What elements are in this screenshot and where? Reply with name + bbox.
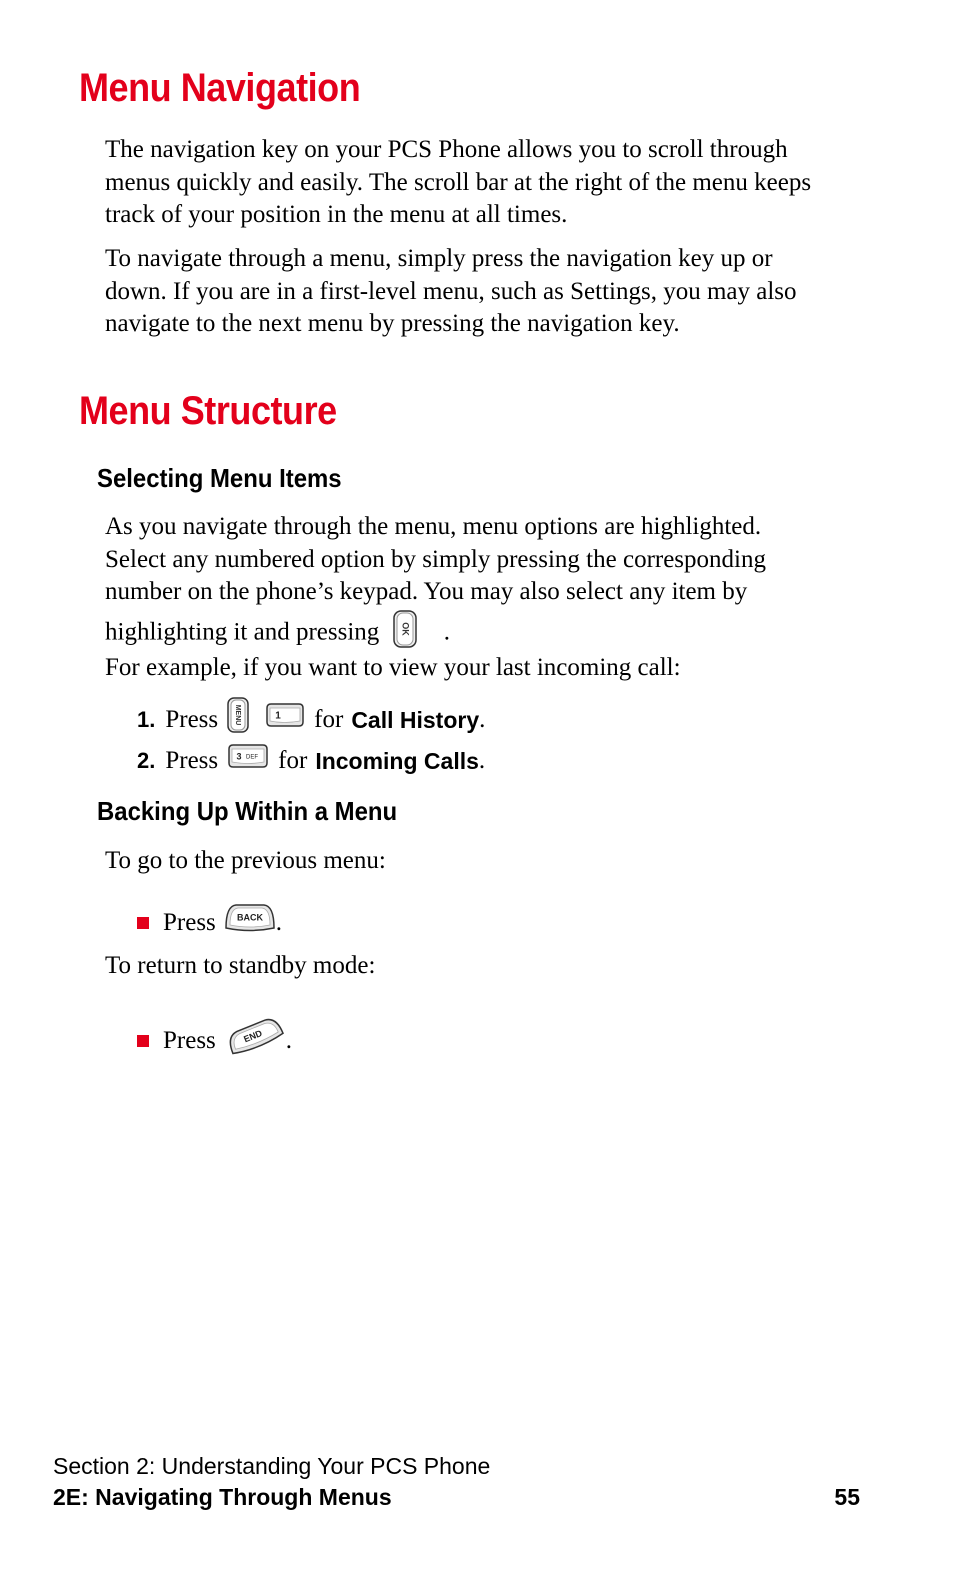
back-key-icon [224, 902, 276, 943]
footer-chapter: 2E: Navigating Through Menus [53, 1484, 392, 1510]
subheading-backing-up: Backing Up Within a Menu [97, 796, 398, 826]
svg-text:3: 3 [236, 751, 242, 762]
svg-text:OK: OK [400, 621, 411, 636]
step-1-press: Press [165, 705, 219, 733]
step-2-target: Incoming Calls [315, 747, 479, 774]
bullet-1-press: Press [163, 908, 216, 936]
end-key-icon [224, 1014, 286, 1067]
bullet-press-back [137, 902, 282, 943]
selecting-items-text: As you navigate through the menu, menu options are highlighted. Select any numbered option by simply pressing the corresponding number on the phone’s keypad. You may also select any item by highlighting it and pressing [105, 513, 766, 645]
bullet-2-press: Press [163, 1026, 216, 1054]
paragraph-navigate-menu: To navigate through a menu, simply press the navigation key up or down. If you are in a first-level menu, such as Settings, you may also navigate to the next menu by pressing the navigation key. [105, 245, 797, 337]
svg-text:DEF: DEF [246, 754, 259, 761]
heading-menu-navigation: Menu Navigation [79, 66, 361, 110]
step-2-for: for [278, 746, 308, 774]
paragraph-previous-menu: To go to the previous menu: [105, 847, 386, 874]
svg-text:MENU: MENU [234, 704, 242, 726]
paragraph-standby: To return to standby mode: [105, 952, 376, 979]
bullet-press-end [137, 1014, 292, 1067]
bullet-1-end: . [275, 908, 283, 936]
subheading-selecting-menu-items: Selecting Menu Items [97, 463, 342, 493]
step-2 [137, 743, 485, 778]
step-2-end: . [478, 746, 486, 774]
bullet-2-end: . [285, 1026, 293, 1054]
key-3-def-icon [226, 743, 270, 778]
step-1 [137, 696, 485, 743]
step-2-number: 2. [137, 747, 156, 773]
paragraph-navigation-key: The navigation key on your PCS Phone allows you to scroll through menus quickly and easily. The scroll bar at the right of the menu keeps track of your position in the menu at all times. [105, 136, 812, 228]
svg-text:1: 1 [275, 710, 281, 722]
step-1-for: for [314, 705, 344, 733]
page-number: 55 [834, 1484, 860, 1510]
step-1-number: 1. [137, 706, 156, 732]
svg-text:BACK: BACK [236, 912, 263, 923]
paragraph-example: For example, if you want to view your last incoming call: [105, 654, 681, 681]
ok-key-icon [392, 609, 420, 659]
footer-section: Section 2: Understanding Your PCS Phone [53, 1453, 491, 1479]
bullet-square-icon [137, 1035, 149, 1047]
svg-text:END: END [242, 1027, 264, 1045]
selecting-items-end: . [443, 617, 451, 645]
step-1-end: . [479, 705, 486, 733]
step-1-target: Call History [351, 706, 480, 733]
key-1-icon [264, 702, 306, 737]
menu-key-icon [226, 696, 252, 743]
step-2-press: Press [165, 746, 219, 774]
heading-menu-structure: Menu Structure [79, 389, 337, 433]
bullet-square-icon [137, 917, 149, 929]
paragraph-selecting-items [105, 511, 825, 658]
